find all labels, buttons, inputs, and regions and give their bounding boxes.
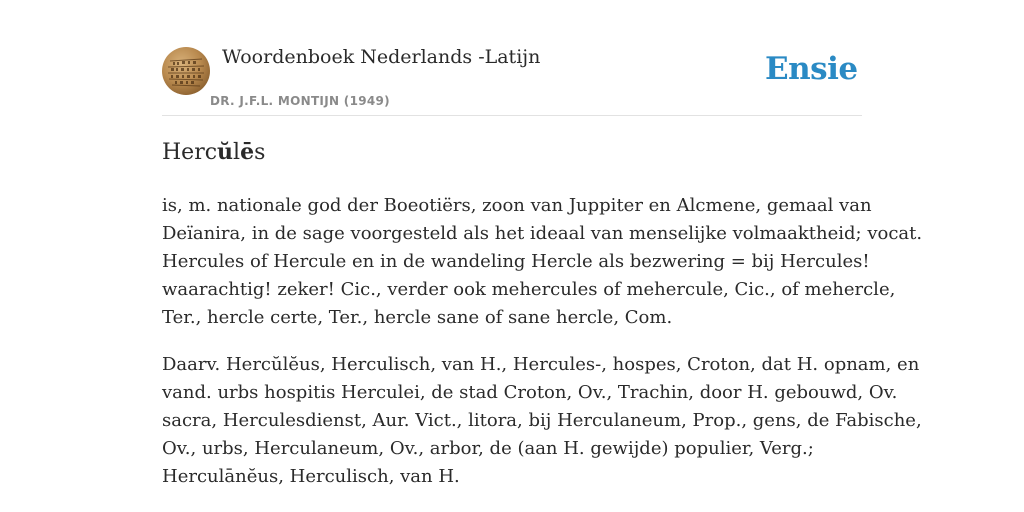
- inscribed-stone-coin-icon: [162, 47, 210, 95]
- headword-e-macron: ē: [240, 139, 255, 165]
- headword-u-breve: ŭ: [217, 139, 234, 165]
- definition-line: waarachtig! zeker! Cic., verder ook mehercules of mehercule, Cic., of mehercle,: [162, 279, 896, 300]
- definition-line: sacra, Herculesdienst, Aur. Vict., litora, bij Herculaneum, Prop., gens, de Fabische,: [162, 410, 922, 431]
- definition-line: is, m. nationale god der Boeotiërs, zoon van Juppiter en Alcmene, gemaal van: [162, 195, 872, 216]
- entry-headword: [162, 139, 265, 165]
- headword-prefix: Herc: [162, 140, 218, 165]
- dictionary-logo[interactable]: [162, 47, 210, 95]
- definition-line: Herculānĕus, Herculisch, van H.: [162, 466, 460, 487]
- definition-paragraph-1: [162, 192, 923, 332]
- definition-line: Ov., urbs, Herculaneum, Ov., arbor, de (aan H. gewijde) populier, Verg.;: [162, 438, 814, 459]
- headword-mid: l: [233, 140, 241, 165]
- ensie-brand-logo[interactable]: Ensie: [765, 51, 858, 87]
- header-divider: [162, 115, 862, 116]
- definition-line: Ter., hercle certe, Ter., hercle sane of sane hercle, Com.: [162, 307, 673, 328]
- headword-suffix: s: [254, 140, 266, 165]
- definition-line: Daarv. Hercŭlĕus, Herculisch, van H., Hercules-, hospes, Croton, dat H. opnam, en: [162, 354, 920, 375]
- definition-paragraph-2: [162, 351, 922, 491]
- dictionary-title[interactable]: Woordenboek Nederlands -Latijn: [222, 46, 541, 68]
- definition-line: Deïanira, in de sage voorgesteld als het ideaal van menselijke volmaaktheid; vocat.: [162, 223, 923, 244]
- definition-line: Hercules of Hercule en in de wandeling Hercle als bezwering = bij Hercules!: [162, 251, 870, 272]
- definition-line: vand. urbs hospitis Herculei, de stad Croton, Ov., Trachin, door H. gebouwd, Ov.: [162, 382, 898, 403]
- dictionary-author: DR. J.F.L. MONTIJN (1949): [210, 94, 390, 108]
